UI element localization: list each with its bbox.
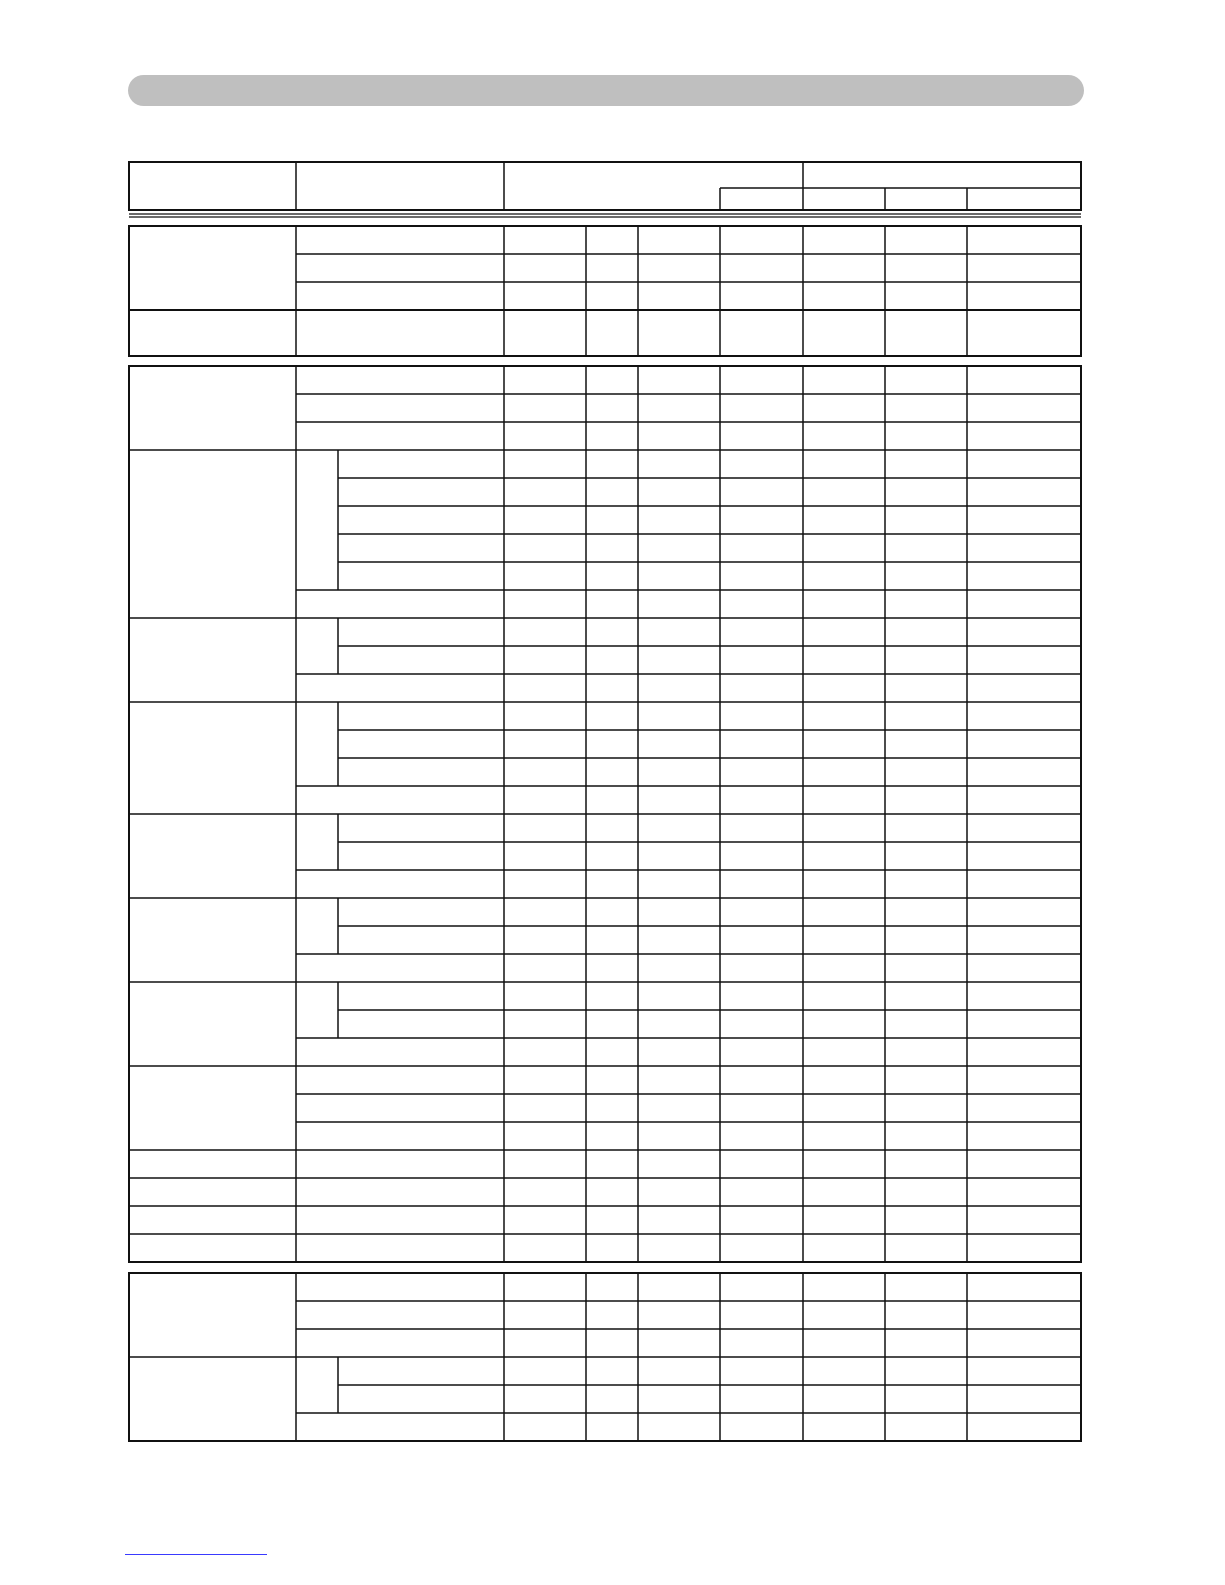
section-border	[129, 310, 1081, 356]
footer-link[interactable]	[125, 1554, 267, 1555]
table-header-border	[129, 162, 1081, 210]
section-border	[129, 226, 1081, 310]
